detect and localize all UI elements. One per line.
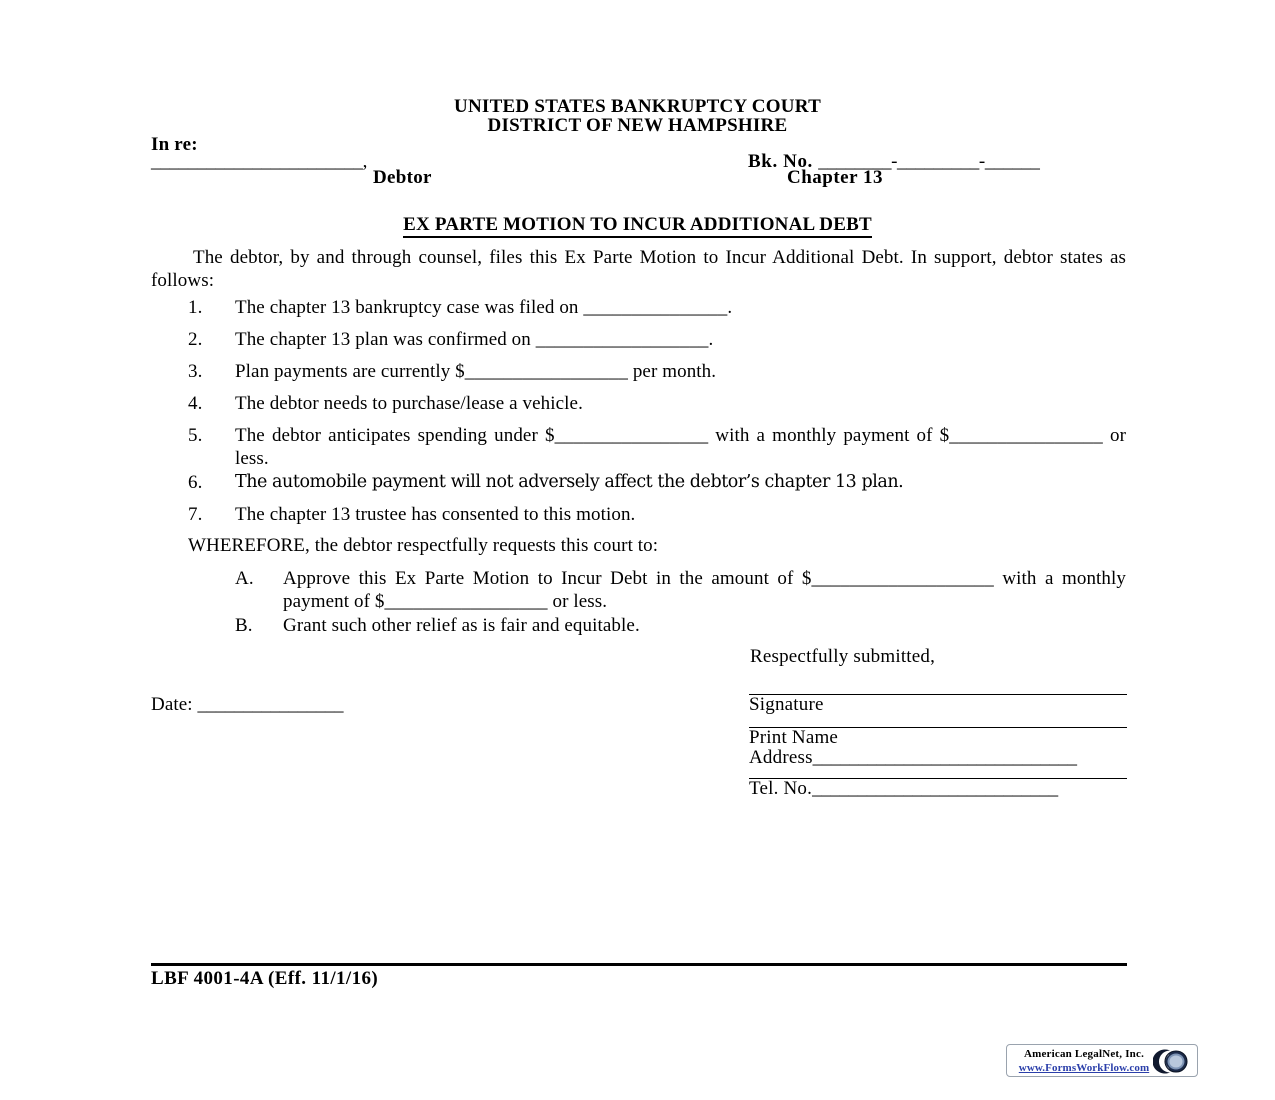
list-item <box>188 328 1126 351</box>
americanlegalnet-globe-logo <box>1153 1047 1193 1076</box>
page-title-text: EX PARTE MOTION TO INCUR ADDITIONAL DEBT <box>403 214 872 238</box>
telephone-label: Tel. No. <box>749 778 813 799</box>
spacer <box>749 768 1127 778</box>
page-title <box>0 214 1275 236</box>
list-item-number: 1. <box>188 297 203 318</box>
court-heading <box>0 98 1275 135</box>
vendor-company-name: American LegalNet, Inc. <box>1023 1048 1145 1060</box>
telephone-blank[interactable]: ___________________________ <box>812 778 1058 799</box>
list-item-text[interactable]: The debtor anticipates spending under $________________ with a monthly payment of $________________ or less. <box>235 425 1126 469</box>
signature-label: Signature <box>749 694 824 715</box>
list-item-number: 6. <box>188 472 203 493</box>
spacer <box>749 715 1127 727</box>
list-item <box>188 503 1126 526</box>
bk-no-blank[interactable]: ________-_________-______ <box>818 151 1040 172</box>
list-item-text: The automobile payment will not adversely affect the debtor’s chapter 13 plan. <box>235 472 904 492</box>
vendor-url-link[interactable]: www.FormsWorkFlow.com <box>1018 1062 1150 1074</box>
list-item-number: 4. <box>188 393 203 414</box>
list-item-text: Grant such other relief as is fair and equitable. <box>283 615 640 636</box>
bk-no-label: Bk. No. <box>748 151 813 172</box>
list-item <box>235 614 1126 637</box>
list-item <box>188 360 1126 383</box>
address-field[interactable] <box>749 748 1127 768</box>
list-item <box>235 567 1126 613</box>
respectfully-submitted-label: Respectfully submitted, <box>750 646 936 667</box>
wherefore-clause: WHEREFORE, the debtor respectfully requests this court to: <box>188 535 659 556</box>
list-item-number: 5. <box>188 425 203 446</box>
date-label: Date: <box>151 694 193 715</box>
list-item-text: The chapter 13 trustee has consented to this motion. <box>235 504 636 525</box>
list-item-number: 3. <box>188 361 203 382</box>
telephone-field[interactable] <box>749 779 1127 799</box>
list-item-number: 7. <box>188 504 203 525</box>
intro-paragraph: The debtor, by and through counsel, files this Ex Parte Motion to Incur Additional Debt. In support, debtor states as follows: <box>151 247 1126 291</box>
signature-block <box>749 694 1127 799</box>
address-label: Address <box>749 747 813 768</box>
list-item <box>188 296 1126 319</box>
list-item <box>188 471 1126 494</box>
address-blank[interactable]: _____________________________ <box>812 747 1077 768</box>
debtor-name-blank[interactable]: _______________________, <box>151 151 368 172</box>
date-field[interactable] <box>151 694 343 716</box>
debtor-label: Debtor <box>373 167 432 188</box>
date-blank[interactable]: ________________ <box>197 694 344 715</box>
in-re-label: In re: <box>151 134 198 155</box>
list-item-letter: A. <box>235 568 254 589</box>
footer-divider <box>151 963 1127 966</box>
court-district: DISTRICT OF NEW HAMPSHIRE <box>487 114 788 136</box>
list-item <box>188 424 1126 470</box>
list-item-number: 2. <box>188 329 203 350</box>
form-id-label: LBF 4001-4A (Eff. 11/1/16) <box>151 968 379 989</box>
vendor-badge-text <box>1014 1047 1154 1075</box>
court-name: UNITED STATES BANKRUPTCY COURT <box>453 96 821 117</box>
list-item-text[interactable]: The chapter 13 bankruptcy case was filed on _______________. <box>235 297 733 318</box>
list-item <box>188 392 1126 415</box>
list-item-letter: B. <box>235 615 253 636</box>
list-item-text[interactable]: The chapter 13 plan was confirmed on __________________. <box>235 329 714 350</box>
list-item-text[interactable]: Approve this Ex Parte Motion to Incur Debt in the amount of $___________________ with a monthly payment of $_________________ or less. <box>283 568 1126 612</box>
chapter-label: Chapter 13 <box>787 167 883 188</box>
list-item-text: The debtor needs to purchase/lease a vehicle. <box>235 393 583 414</box>
print-name-label: Print Name <box>749 727 839 748</box>
list-item-text[interactable]: Plan payments are currently $_________________ per month. <box>235 361 717 382</box>
vendor-badge[interactable] <box>1006 1044 1198 1077</box>
